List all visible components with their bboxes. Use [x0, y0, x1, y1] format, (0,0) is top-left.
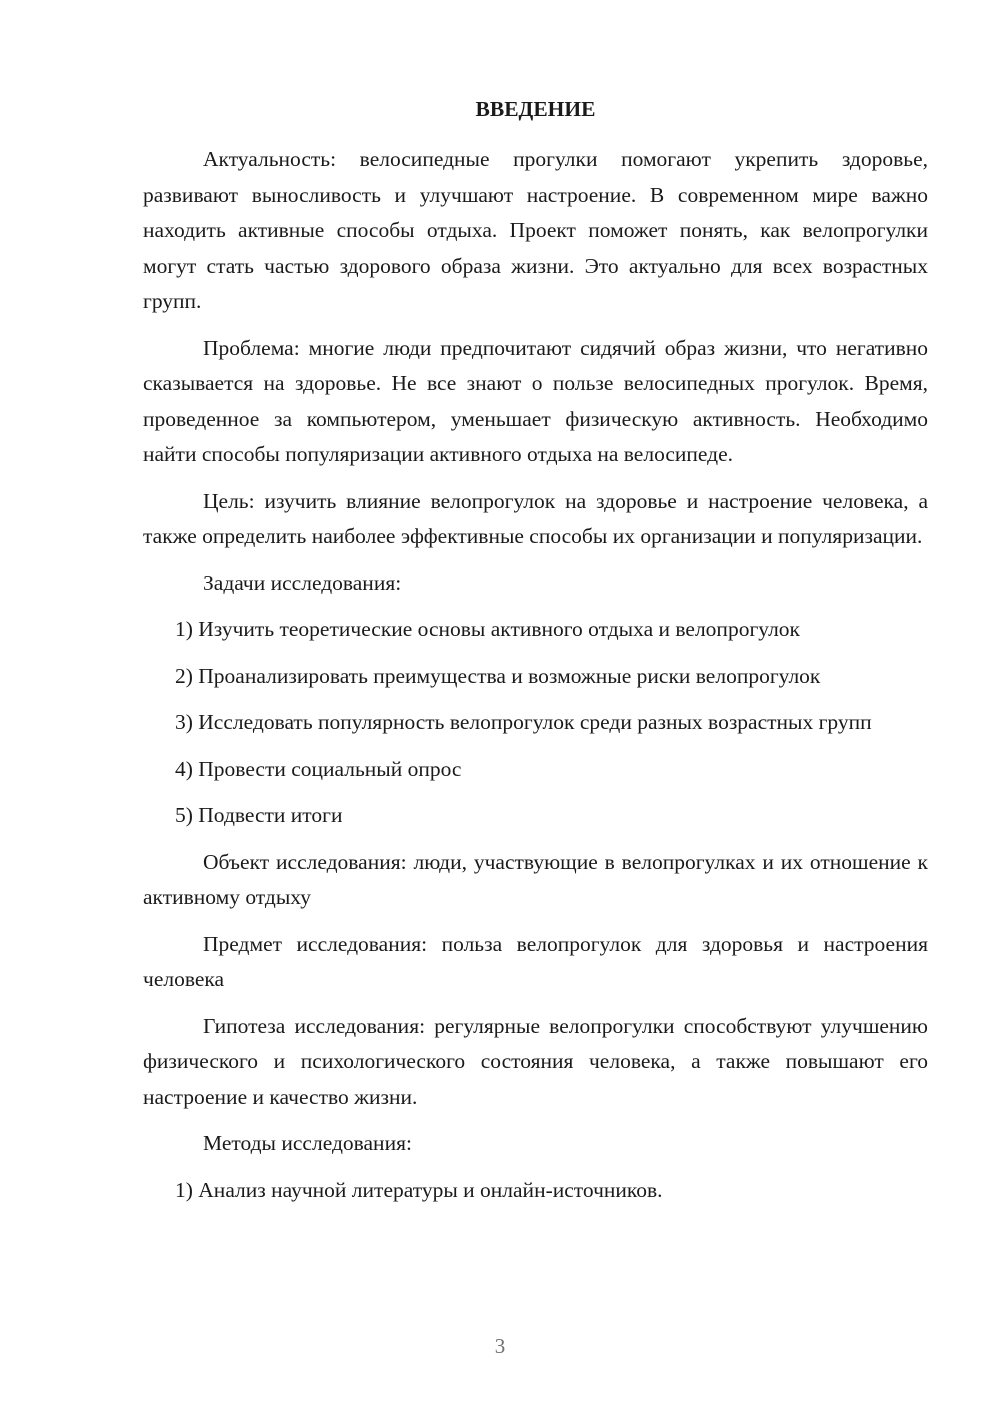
task-item-2: 2) Проанализировать преимущества и возможные риски велопрогулок — [175, 663, 821, 688]
page-number: 3 — [494, 1334, 506, 1358]
hypothesis-paragraph: Гипотеза исследования: регулярные велопрогулки способствуют улучшению физического и психологического состояния человека, а также повышают его настроение и качество жизни. — [143, 1013, 928, 1109]
subject-paragraph: Предмет исследования: польза велопрогулок для здоровья и настроения человека — [143, 931, 928, 991]
relevance-paragraph: Актуальность: велосипедные прогулки помогают укрепить здоровье, развивают выносливость и улучшают настроение. В современном мире важно находить активные способы отдыха. Проект поможет понять, как велопрогулки могут стать частью здорового образа жизни. Это актуально для всех возрастных групп. — [143, 147, 928, 313]
tasks-heading: Задачи исследования: — [203, 570, 402, 595]
task-item-1: 1) Изучить теоретические основы активного отдыха и велопрогулок — [175, 617, 800, 641]
method-item-1: 1) Анализ научной литературы и онлайн-источников. — [175, 1177, 663, 1202]
section-title: ВВЕДЕНИЕ — [475, 97, 596, 121]
goal-paragraph: Цель: изучить влияние велопрогулок на здоровье и настроение человека, а также определить наиболее эффективные способы их организации и популяризации. — [143, 488, 928, 548]
task-item-3: 3) Исследовать популярность велопрогулок среди разных возрастных групп — [175, 710, 872, 734]
task-item-5: 5) Подвести итоги — [175, 803, 343, 827]
object-paragraph: Объект исследования: люди, участвующие в велопрогулках и их отношение к активному отдыху — [143, 849, 928, 909]
task-item-4: 4) Провести социальный опрос — [175, 756, 462, 781]
methods-heading: Методы исследования: — [203, 1131, 412, 1155]
problem-paragraph: Проблема: многие люди предпочитают сидячий образ жизни, что негативно сказывается на здоровье. Не все знают о пользе велосипедных прогулок. Время, проведенное за компьютером, уменьшает физическую активность. Необходимо найти способы популяризации активного отдыха на велосипеде. — [143, 335, 928, 466]
document-page — [143, 92, 928, 1219]
